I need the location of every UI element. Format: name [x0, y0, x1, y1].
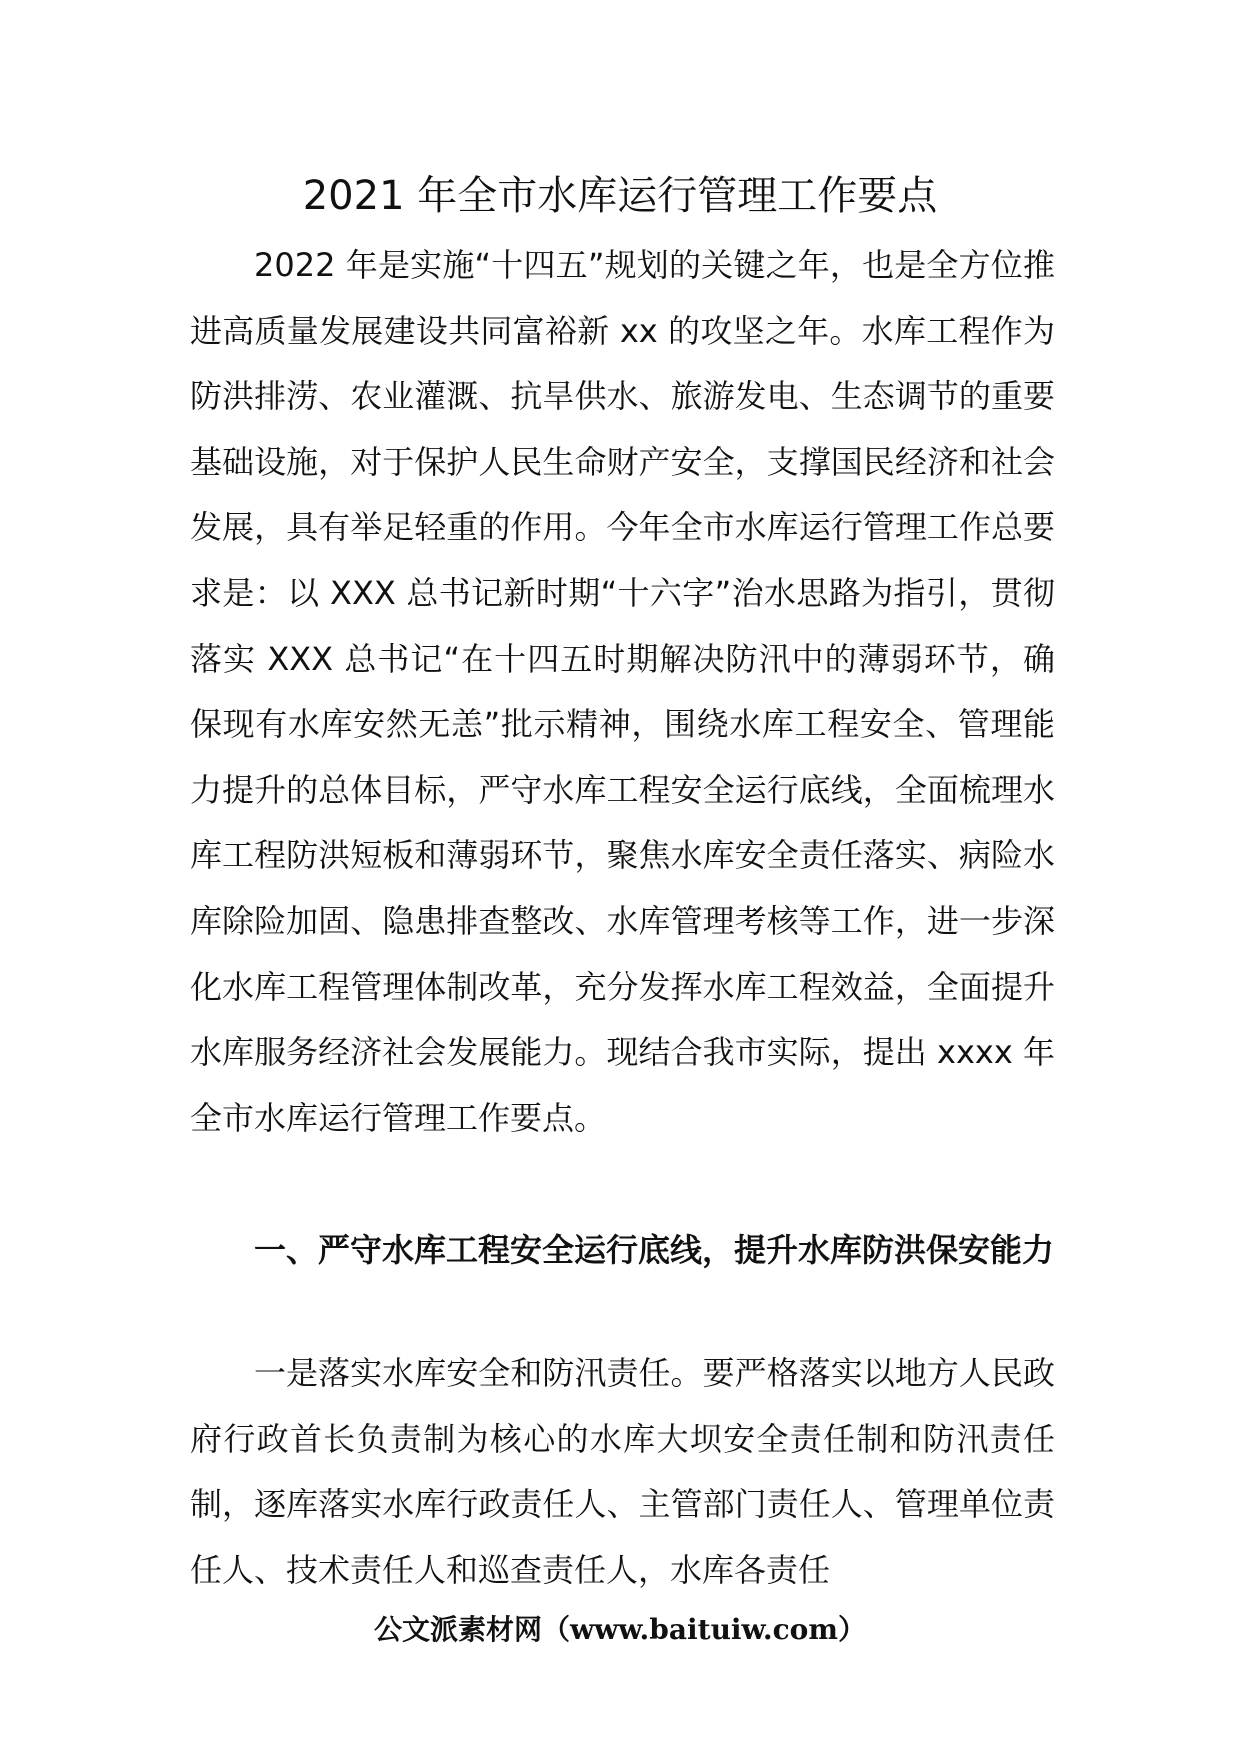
footer-watermark: 公文派素材网（www.baituiw.com） [374, 1613, 866, 1646]
section-heading: 一、严守水库工程安全运行底线，提升水库防洪保安能力 [254, 1231, 1055, 1269]
section-paragraph: 一是落实水库安全和防汛责任。要严格落实以地方人民政府行政首长负责制为核心的水库大坝安全责任制和防汛责任制，逐库落实水库行政责任人、主管部门责任人、管理单位责任人、技术责任人和巡查责任人，水库各责任 [190, 1354, 1055, 1589]
document-title: 2021 年全市水库运行管理工作要点 [302, 173, 938, 219]
intro-paragraph: 2022 年是实施“十四五”规划的关键之年，也是全方位推进高质量发展建设共同富裕新 xx 的攻坚之年。水库工程作为防洪排涝、农业灌溉、抗旱供水、旅游发电、生态调节的重要基础设施，对于保护人民生命财产安全，支撑国民经济和社会发展，具有举足轻重的作用。今年全市水库运行管理工作总要求是：以 XXX 总书记新时期“十六字”治水思路为指引，贯彻落实 XXX 总书记“在十四五时期解决防汛中的薄弱环节，确保现有水库安然无恙”批示精神，围绕水库工程安全、管理能力提升的总体目标，严守水库工程安全运行底线，全面梳理水库工程防洪短板和薄弱环节，聚焦水库安全责任落实、病险水库除险加固、隐患排查整改、水库管理考核等工作，进一步深化水库工程管理体制改革，充分发挥水库工程效益，全面提升水库服务经济社会发展能力。现结合我市实际，提出 xxxx 年全市水库运行管理工作要点。 [190, 246, 1055, 1137]
